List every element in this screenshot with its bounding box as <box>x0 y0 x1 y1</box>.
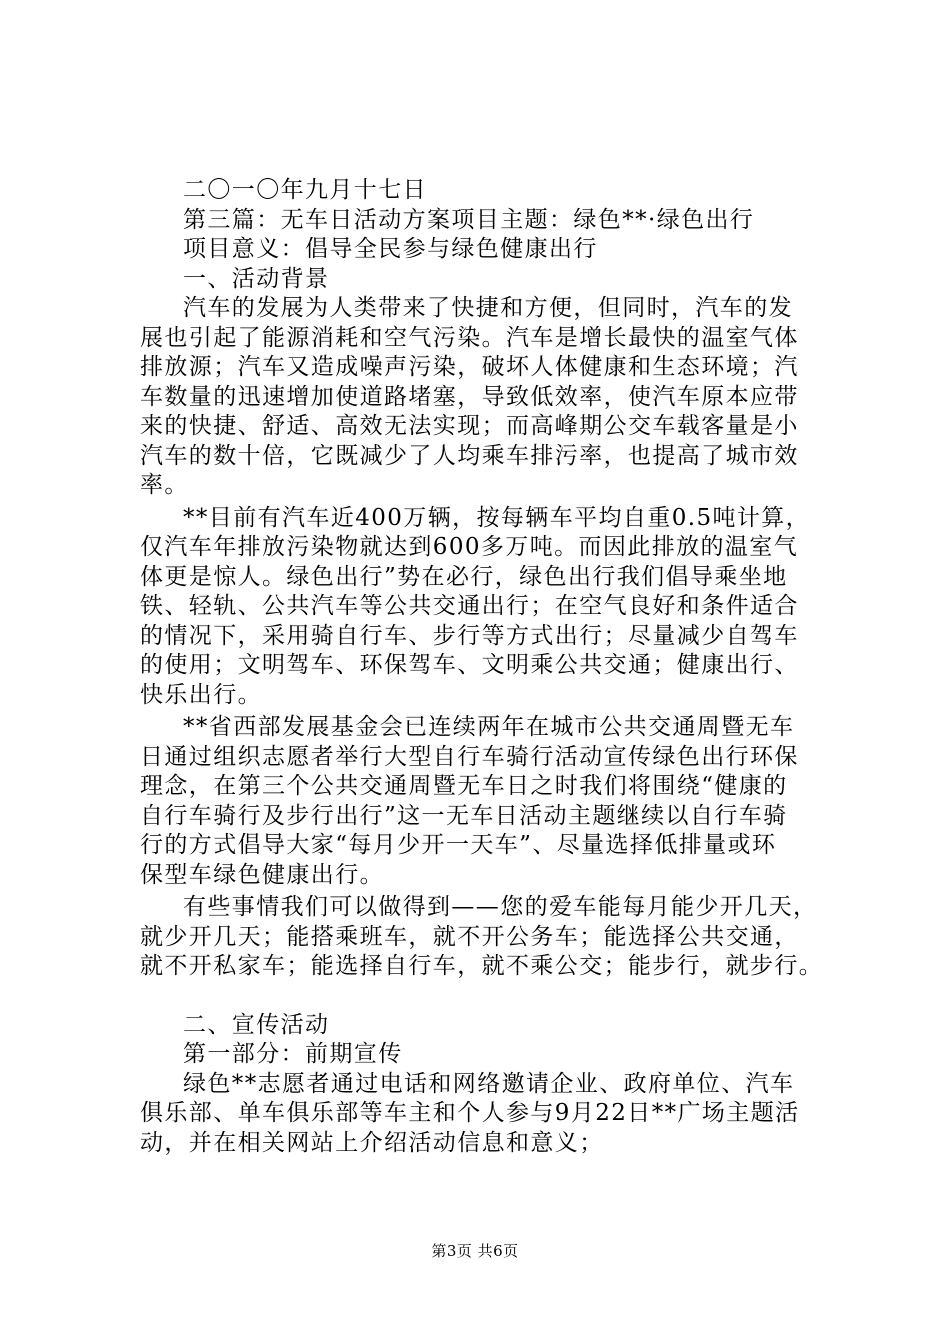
paragraph-line: 有些事情我们可以做得到——您的爱车能每月能少开几天， <box>183 894 818 920</box>
paragraph-line: 的使用；文明驾车、环保驾车、文明乘公共交通；健康出行、 <box>140 652 799 678</box>
paragraph-line: 就少开几天；能搭乘班车，就不开公务车；能选择公共交通， <box>140 923 799 950</box>
paragraph-line: 的情况下，采用骑自行车、步行等方式出行；尽量减少自驾车 <box>140 622 799 649</box>
paragraph-actions <box>140 893 840 982</box>
section-heading-background: 一、活动背景 <box>183 265 330 292</box>
paragraph-line: 仅汽车年排放污染物就达到600多万吨。而因此排放的温室气 <box>140 534 799 560</box>
paragraph-line: 展也引起了能源消耗和空气污染。汽车是增长最快的温室气体 <box>140 324 799 351</box>
paragraph-line: 理念，在第三个公共交通周暨无车日之时我们将围绕“健康的 <box>140 773 788 799</box>
paragraph-line: 动，并在相关网站上介绍活动信息和意义； <box>140 1129 604 1156</box>
project-meaning: 项目意义：倡导全民参与绿色健康出行 <box>183 236 598 262</box>
paragraph-vehicle-stats <box>140 504 840 711</box>
page-footer <box>0 1242 950 1260</box>
paragraph-line: 车数量的迅速增加使道路堵塞，导致低效率，使汽车原本应带 <box>140 383 799 410</box>
chapter-title: 第三篇：无车日活动方案项目主题：绿色**·绿色出行 <box>183 206 755 233</box>
paragraph-foundation <box>140 713 840 890</box>
document-body <box>140 176 840 1158</box>
paragraph-line: 汽车的数十倍，它既减少了人均乘车排污率，也提高了城市效 <box>140 442 799 469</box>
paragraph-line: 排放源；汽车又造成噪声污染，破坏人体健康和生态环境；汽 <box>140 354 799 380</box>
date-line: 二〇一〇年九月十七日 <box>183 177 427 203</box>
paragraph-line: 铁、轻轨、公共汽车等公共交通出行；在空气良好和条件适合 <box>140 593 799 619</box>
paragraph-line: 来的快捷、舒适、高效无法实现；而高峰期公交车载客量是小 <box>140 413 799 439</box>
paragraph-line: 快乐出行。 <box>140 681 262 708</box>
paragraph-line: **目前有汽车近400万辆，按每辆车平均自重0.5吨计算， <box>183 504 811 531</box>
paragraph-background <box>140 294 840 501</box>
page-number: 第3页 共6页 <box>431 1242 519 1260</box>
paragraph-line: 保型车绿色健康出行。 <box>140 861 384 888</box>
part-heading-early-promotion: 第一部分：前期宣传 <box>183 1041 403 1067</box>
paragraph-line: 行的方式倡导大家“每月少开一天车”、尽量选择低排量或环 <box>140 832 777 858</box>
paragraph-line: 绿色**志愿者通过电话和网络邀请企业、政府单位、汽车 <box>183 1070 795 1097</box>
paragraph-line: 自行车骑行及步行出行”这一无车日活动主题继续以自行车骑 <box>140 802 788 829</box>
paragraph-line: 汽车的发展为人类带来了快捷和方便，但同时，汽车的发 <box>183 295 793 321</box>
section-heading-promotion: 二、宣传活动 <box>183 1011 330 1038</box>
paragraph-line: **省西部发展基金会已连续两年在城市公共交通周暨无车 <box>183 714 795 740</box>
paragraph-line: 就不开私家车；能选择自行车，就不乘公交；能步行，就步行。 <box>140 953 824 979</box>
paragraph-volunteers <box>140 1070 840 1159</box>
paragraph-line: 日通过组织志愿者举行大型自行车骑行活动宣传绿色出行环保 <box>140 743 799 770</box>
paragraph-line: 率。 <box>140 472 189 498</box>
paragraph-line: 俱乐部、单车俱乐部等车主和个人参与9月22日**广场主题活 <box>140 1100 800 1126</box>
paragraph-line: 体更是惊人。绿色出行”势在必行，绿色出行我们倡导乘坐地 <box>140 563 788 590</box>
